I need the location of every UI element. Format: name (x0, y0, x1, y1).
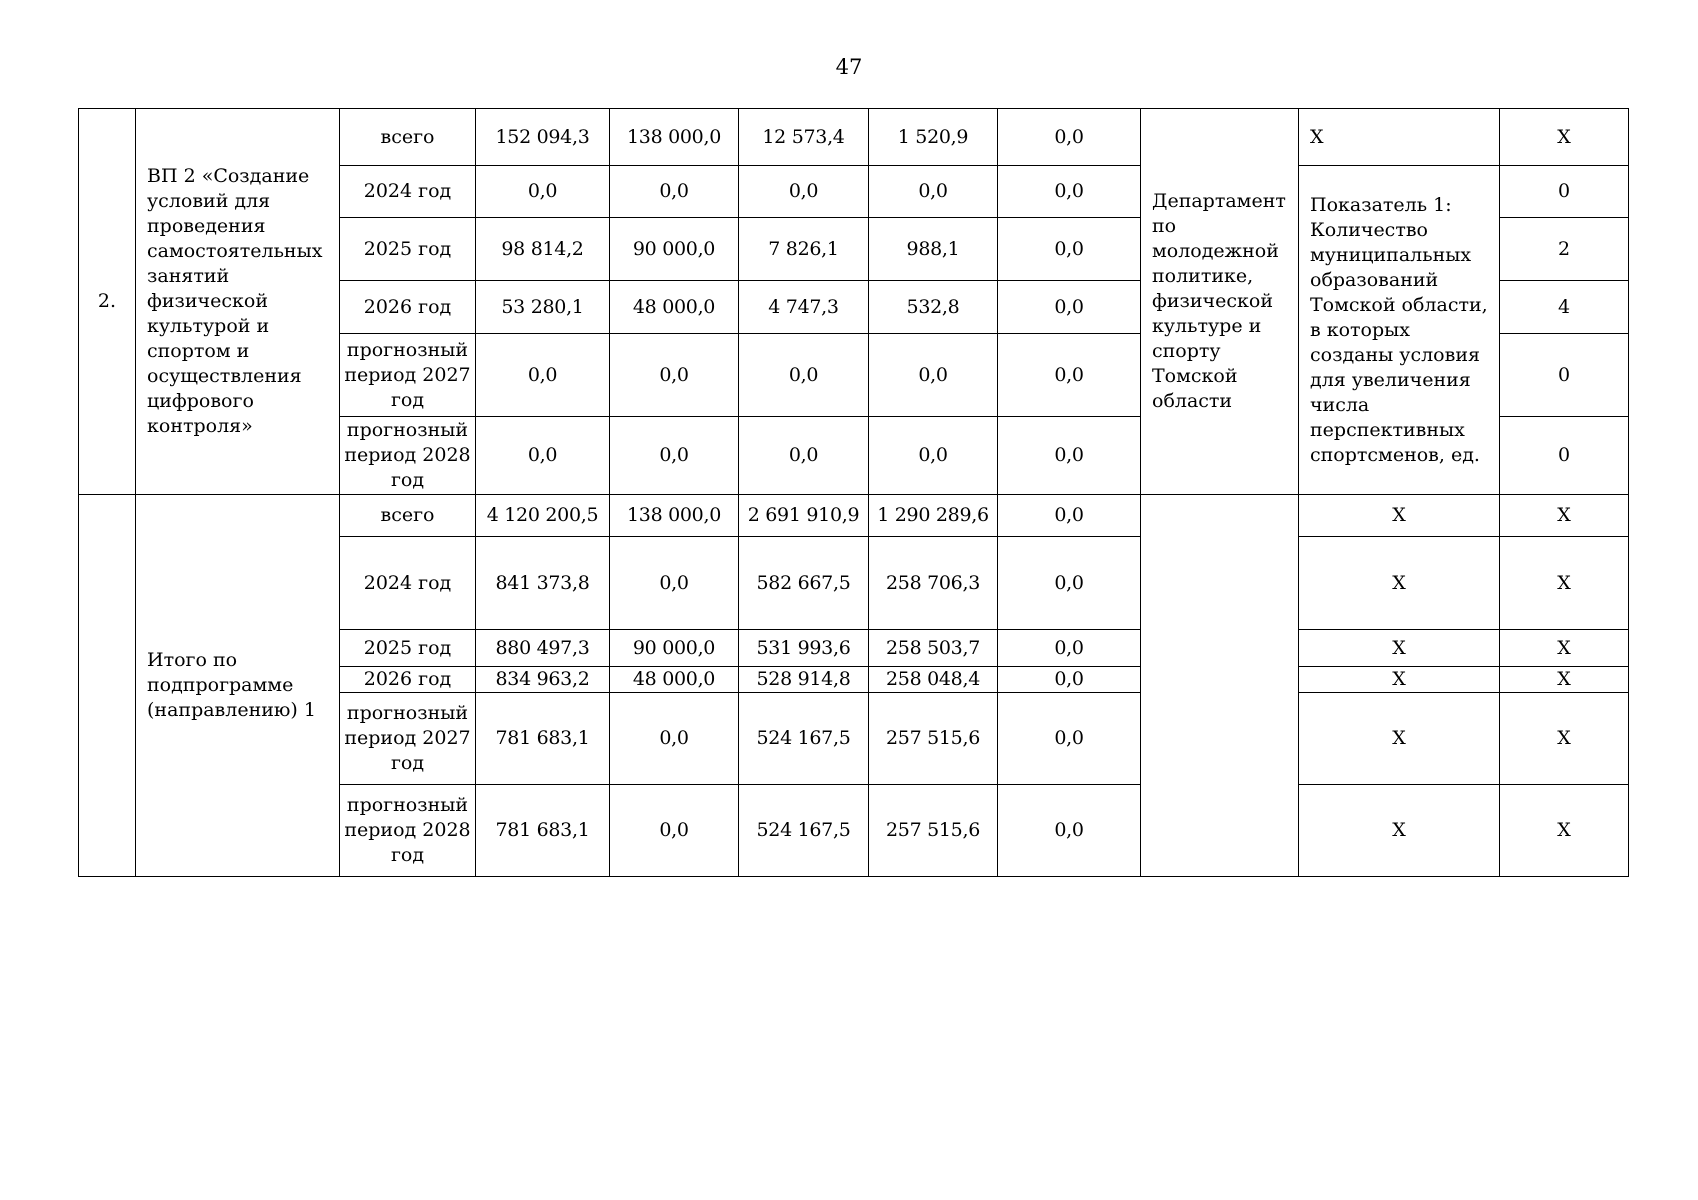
total-cell: 4 120 200,5 (476, 495, 610, 537)
federal-cell: 0,0 (610, 334, 739, 417)
other-cell: 0,0 (998, 630, 1141, 667)
total-cell: 0,0 (476, 166, 610, 218)
local-cell: 258 048,4 (869, 667, 998, 693)
local-cell: 258 503,7 (869, 630, 998, 667)
total-cell: 53 280,1 (476, 281, 610, 334)
other-cell: 0,0 (998, 281, 1141, 334)
department-cell: Департамент по молодежной политике, физической культуре и спорту Томской области (1141, 109, 1299, 495)
local-cell: 258 706,3 (869, 537, 998, 630)
indicator-value-cell: 0 (1500, 166, 1629, 218)
regional-cell: 12 573,4 (739, 109, 869, 166)
indicator-value-cell: 2 (1500, 218, 1629, 281)
regional-cell: 531 993,6 (739, 630, 869, 667)
indicator-value-cell: X (1500, 693, 1629, 785)
local-cell: 0,0 (869, 334, 998, 417)
indicator-value-cell: 0 (1500, 334, 1629, 417)
local-cell: 257 515,6 (869, 785, 998, 877)
other-cell: 0,0 (998, 495, 1141, 537)
regional-cell: 7 826,1 (739, 218, 869, 281)
table-row (79, 495, 1629, 537)
federal-cell: 0,0 (610, 417, 739, 495)
other-cell: 0,0 (998, 218, 1141, 281)
regional-cell: 582 667,5 (739, 537, 869, 630)
regional-cell: 528 914,8 (739, 667, 869, 693)
federal-cell: 48 000,0 (610, 281, 739, 334)
regional-cell: 0,0 (739, 417, 869, 495)
indicator-cell: X (1299, 693, 1500, 785)
period-cell: 2026 год (340, 667, 476, 693)
regional-cell: 0,0 (739, 166, 869, 218)
other-cell: 0,0 (998, 693, 1141, 785)
indicator-value-cell: 0 (1500, 417, 1629, 495)
regional-cell: 524 167,5 (739, 785, 869, 877)
total-cell: 834 963,2 (476, 667, 610, 693)
period-cell: всего (340, 109, 476, 166)
indicator-value-cell: X (1500, 495, 1629, 537)
local-cell: 1 290 289,6 (869, 495, 998, 537)
other-cell: 0,0 (998, 417, 1141, 495)
other-cell: 0,0 (998, 109, 1141, 166)
local-cell: 988,1 (869, 218, 998, 281)
other-cell: 0,0 (998, 166, 1141, 218)
program-name: ВП 2 «Создание условий для проведения самостоятельных занятий физической культурой и спортом и осуществления цифрового контроля» (136, 109, 340, 495)
period-cell: 2025 год (340, 630, 476, 667)
indicator-cell: X (1299, 630, 1500, 667)
indicator-value-cell: X (1500, 537, 1629, 630)
total-cell: 880 497,3 (476, 630, 610, 667)
federal-cell: 0,0 (610, 166, 739, 218)
period-cell: всего (340, 495, 476, 537)
federal-cell: 48 000,0 (610, 667, 739, 693)
other-cell: 0,0 (998, 667, 1141, 693)
row-number: 2. (79, 109, 136, 495)
period-cell: 2025 год (340, 218, 476, 281)
other-cell: 0,0 (998, 785, 1141, 877)
federal-cell: 0,0 (610, 785, 739, 877)
indicator-value-cell: X (1500, 109, 1629, 166)
total-name: Итого по подпрограмме (направлению) 1 (136, 495, 340, 877)
indicator-value-cell: 4 (1500, 281, 1629, 334)
period-cell: прогнозный период 2027 год (340, 693, 476, 785)
indicator-value-cell: X (1500, 667, 1629, 693)
federal-cell: 90 000,0 (610, 630, 739, 667)
federal-cell: 0,0 (610, 537, 739, 630)
regional-cell: 4 747,3 (739, 281, 869, 334)
indicator-cell: X (1299, 495, 1500, 537)
federal-cell: 138 000,0 (610, 495, 739, 537)
federal-cell: 90 000,0 (610, 218, 739, 281)
total-cell: 841 373,8 (476, 537, 610, 630)
indicator-value-cell: X (1500, 785, 1629, 877)
period-cell: прогнозный период 2028 год (340, 785, 476, 877)
table-row (79, 109, 1629, 166)
total-cell: 0,0 (476, 334, 610, 417)
indicator-cell: X (1299, 785, 1500, 877)
row-number (79, 495, 136, 877)
indicator-value-cell: X (1500, 630, 1629, 667)
local-cell: 257 515,6 (869, 693, 998, 785)
period-cell: 2024 год (340, 166, 476, 218)
period-cell: прогнозный период 2027 год (340, 334, 476, 417)
total-cell: 152 094,3 (476, 109, 610, 166)
federal-cell: 0,0 (610, 693, 739, 785)
indicator-cell: X (1299, 537, 1500, 630)
local-cell: 0,0 (869, 166, 998, 218)
local-cell: 1 520,9 (869, 109, 998, 166)
indicator-cell: Показатель 1: Количество муниципальных образований Томской области, в которых созданы условия для увеличения числа перспективных спортсменов, ед. (1299, 166, 1500, 495)
period-cell: 2026 год (340, 281, 476, 334)
page-number: 47 (835, 55, 863, 79)
regional-cell: 0,0 (739, 334, 869, 417)
other-cell: 0,0 (998, 334, 1141, 417)
local-cell: 532,8 (869, 281, 998, 334)
total-cell: 0,0 (476, 417, 610, 495)
total-cell: 98 814,2 (476, 218, 610, 281)
indicator-cell: X (1299, 667, 1500, 693)
period-cell: 2024 год (340, 537, 476, 630)
regional-cell: 524 167,5 (739, 693, 869, 785)
period-cell: прогнозный период 2028 год (340, 417, 476, 495)
budget-table (78, 108, 1629, 877)
regional-cell: 2 691 910,9 (739, 495, 869, 537)
indicator-header-cell: X (1299, 109, 1500, 166)
local-cell: 0,0 (869, 417, 998, 495)
other-cell: 0,0 (998, 537, 1141, 630)
total-cell: 781 683,1 (476, 785, 610, 877)
total-cell: 781 683,1 (476, 693, 610, 785)
federal-cell: 138 000,0 (610, 109, 739, 166)
department-cell (1141, 495, 1299, 877)
